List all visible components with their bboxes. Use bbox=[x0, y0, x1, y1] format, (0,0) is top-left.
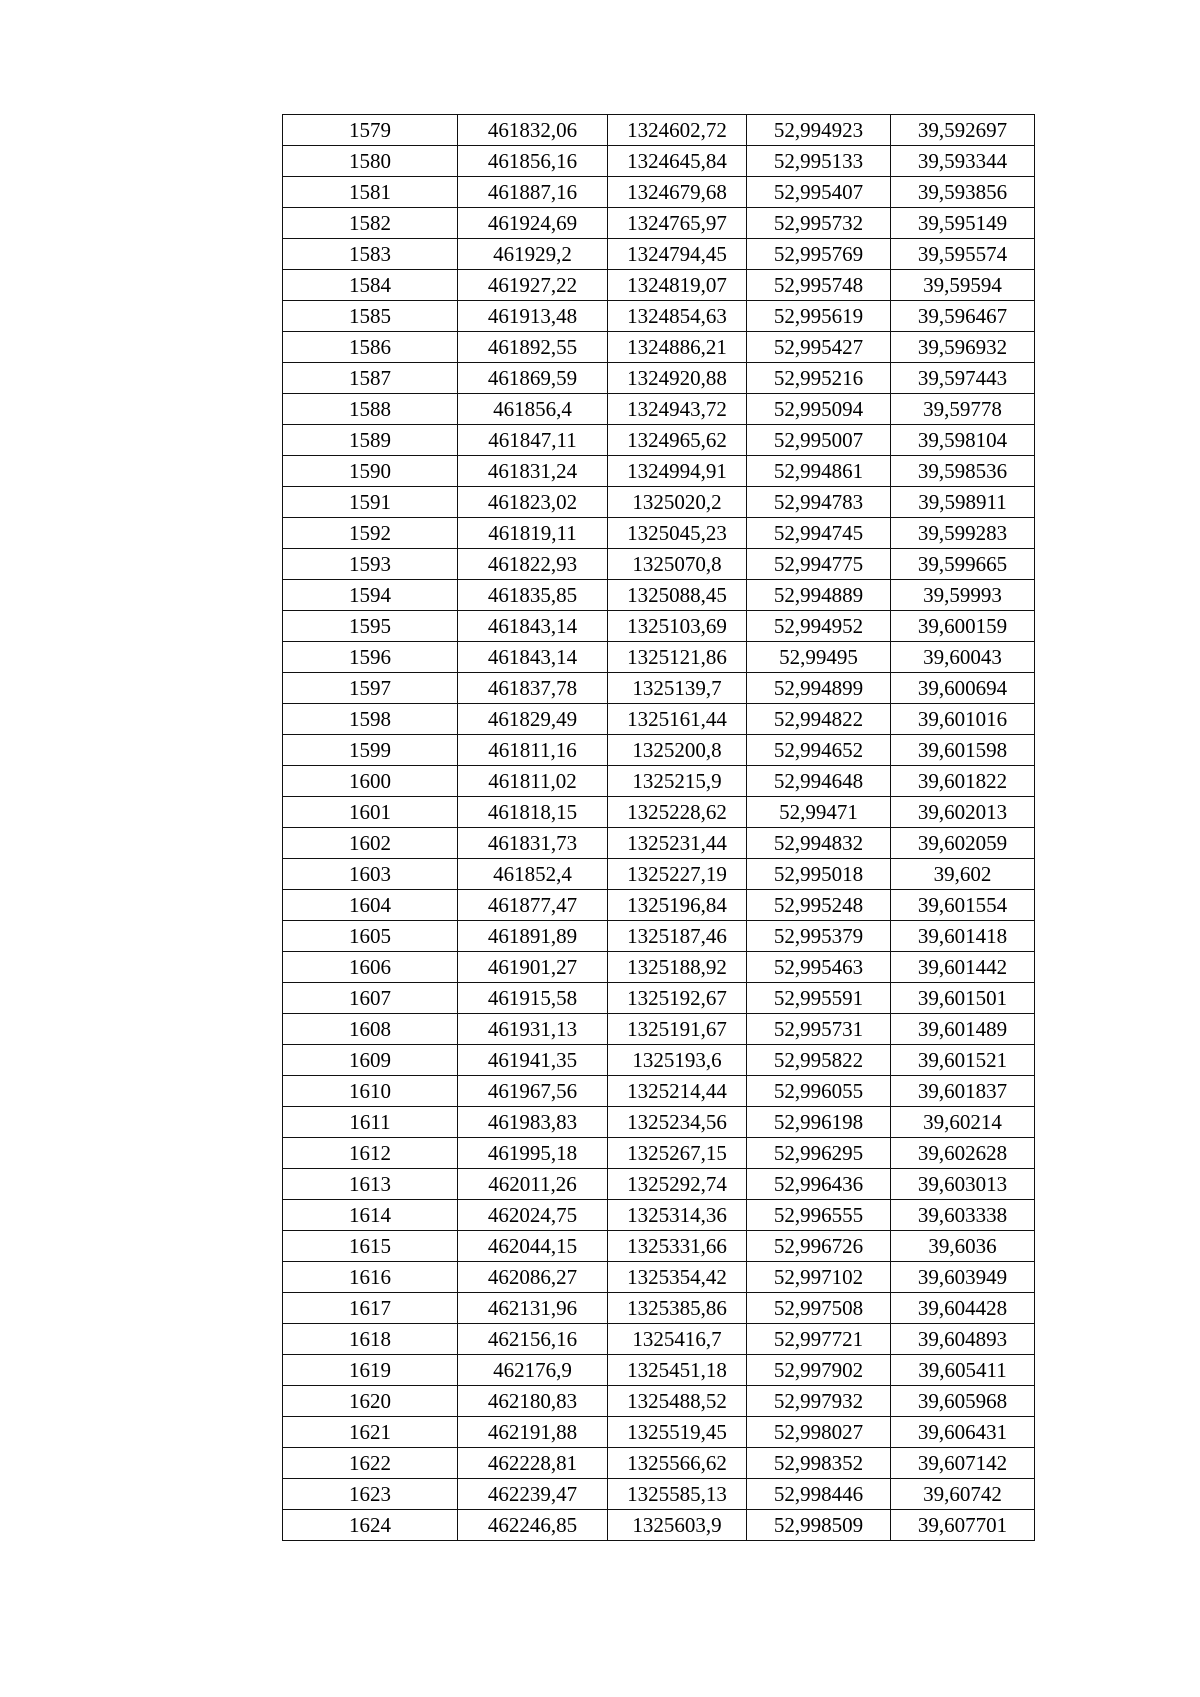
latitude-cell: 52,995133 bbox=[747, 146, 891, 177]
y-coordinate-cell: 1325603,9 bbox=[608, 1510, 747, 1541]
longitude-cell: 39,598911 bbox=[891, 487, 1035, 518]
y-coordinate-cell: 1325088,45 bbox=[608, 580, 747, 611]
y-coordinate-cell: 1324819,07 bbox=[608, 270, 747, 301]
longitude-cell: 39,6036 bbox=[891, 1231, 1035, 1262]
point-number-cell: 1588 bbox=[283, 394, 458, 425]
table-row bbox=[283, 735, 1035, 766]
y-coordinate-cell: 1324765,97 bbox=[608, 208, 747, 239]
latitude-cell: 52,997102 bbox=[747, 1262, 891, 1293]
point-number-cell: 1597 bbox=[283, 673, 458, 704]
longitude-cell: 39,595149 bbox=[891, 208, 1035, 239]
latitude-cell: 52,996198 bbox=[747, 1107, 891, 1138]
y-coordinate-cell: 1325227,19 bbox=[608, 859, 747, 890]
latitude-cell: 52,994775 bbox=[747, 549, 891, 580]
point-number-cell: 1612 bbox=[283, 1138, 458, 1169]
x-coordinate-cell: 461941,35 bbox=[458, 1045, 608, 1076]
x-coordinate-cell: 461924,69 bbox=[458, 208, 608, 239]
y-coordinate-cell: 1325354,42 bbox=[608, 1262, 747, 1293]
table-row bbox=[283, 1293, 1035, 1324]
y-coordinate-cell: 1325139,7 bbox=[608, 673, 747, 704]
y-coordinate-cell: 1325234,56 bbox=[608, 1107, 747, 1138]
point-number-cell: 1583 bbox=[283, 239, 458, 270]
y-coordinate-cell: 1325314,36 bbox=[608, 1200, 747, 1231]
latitude-cell: 52,995248 bbox=[747, 890, 891, 921]
point-number-cell: 1606 bbox=[283, 952, 458, 983]
point-number-cell: 1584 bbox=[283, 270, 458, 301]
longitude-cell: 39,607701 bbox=[891, 1510, 1035, 1541]
y-coordinate-cell: 1324943,72 bbox=[608, 394, 747, 425]
longitude-cell: 39,593856 bbox=[891, 177, 1035, 208]
table-row bbox=[283, 1107, 1035, 1138]
latitude-cell: 52,995407 bbox=[747, 177, 891, 208]
x-coordinate-cell: 461852,4 bbox=[458, 859, 608, 890]
table-row bbox=[283, 394, 1035, 425]
point-number-cell: 1593 bbox=[283, 549, 458, 580]
y-coordinate-cell: 1325566,62 bbox=[608, 1448, 747, 1479]
latitude-cell: 52,994923 bbox=[747, 115, 891, 146]
x-coordinate-cell: 461929,2 bbox=[458, 239, 608, 270]
latitude-cell: 52,994783 bbox=[747, 487, 891, 518]
latitude-cell: 52,995216 bbox=[747, 363, 891, 394]
latitude-cell: 52,994822 bbox=[747, 704, 891, 735]
table-row bbox=[283, 828, 1035, 859]
latitude-cell: 52,998446 bbox=[747, 1479, 891, 1510]
x-coordinate-cell: 461887,16 bbox=[458, 177, 608, 208]
latitude-cell: 52,994832 bbox=[747, 828, 891, 859]
longitude-cell: 39,597443 bbox=[891, 363, 1035, 394]
x-coordinate-cell: 462176,9 bbox=[458, 1355, 608, 1386]
latitude-cell: 52,994652 bbox=[747, 735, 891, 766]
x-coordinate-cell: 461901,27 bbox=[458, 952, 608, 983]
x-coordinate-cell: 462180,83 bbox=[458, 1386, 608, 1417]
latitude-cell: 52,996436 bbox=[747, 1169, 891, 1200]
x-coordinate-cell: 462011,26 bbox=[458, 1169, 608, 1200]
y-coordinate-cell: 1324679,68 bbox=[608, 177, 747, 208]
longitude-cell: 39,602 bbox=[891, 859, 1035, 890]
longitude-cell: 39,600694 bbox=[891, 673, 1035, 704]
latitude-cell: 52,994889 bbox=[747, 580, 891, 611]
point-number-cell: 1621 bbox=[283, 1417, 458, 1448]
y-coordinate-cell: 1324965,62 bbox=[608, 425, 747, 456]
x-coordinate-cell: 461891,89 bbox=[458, 921, 608, 952]
x-coordinate-cell: 461927,22 bbox=[458, 270, 608, 301]
longitude-cell: 39,603949 bbox=[891, 1262, 1035, 1293]
latitude-cell: 52,995822 bbox=[747, 1045, 891, 1076]
table-row bbox=[283, 766, 1035, 797]
table-row bbox=[283, 1045, 1035, 1076]
y-coordinate-cell: 1325045,23 bbox=[608, 518, 747, 549]
table-row bbox=[283, 952, 1035, 983]
x-coordinate-cell: 461811,02 bbox=[458, 766, 608, 797]
longitude-cell: 39,601837 bbox=[891, 1076, 1035, 1107]
y-coordinate-cell: 1325020,2 bbox=[608, 487, 747, 518]
point-number-cell: 1616 bbox=[283, 1262, 458, 1293]
table-row bbox=[283, 270, 1035, 301]
point-number-cell: 1609 bbox=[283, 1045, 458, 1076]
x-coordinate-cell: 461829,49 bbox=[458, 704, 608, 735]
longitude-cell: 39,601521 bbox=[891, 1045, 1035, 1076]
table-row bbox=[283, 115, 1035, 146]
y-coordinate-cell: 1325451,18 bbox=[608, 1355, 747, 1386]
longitude-cell: 39,602013 bbox=[891, 797, 1035, 828]
latitude-cell: 52,995732 bbox=[747, 208, 891, 239]
latitude-cell: 52,994899 bbox=[747, 673, 891, 704]
longitude-cell: 39,601418 bbox=[891, 921, 1035, 952]
point-number-cell: 1592 bbox=[283, 518, 458, 549]
latitude-cell: 52,997508 bbox=[747, 1293, 891, 1324]
latitude-cell: 52,995007 bbox=[747, 425, 891, 456]
point-number-cell: 1594 bbox=[283, 580, 458, 611]
x-coordinate-cell: 462191,88 bbox=[458, 1417, 608, 1448]
x-coordinate-cell: 462156,16 bbox=[458, 1324, 608, 1355]
latitude-cell: 52,996055 bbox=[747, 1076, 891, 1107]
latitude-cell: 52,997932 bbox=[747, 1386, 891, 1417]
point-number-cell: 1580 bbox=[283, 146, 458, 177]
point-number-cell: 1623 bbox=[283, 1479, 458, 1510]
y-coordinate-cell: 1325228,62 bbox=[608, 797, 747, 828]
point-number-cell: 1599 bbox=[283, 735, 458, 766]
latitude-cell: 52,995769 bbox=[747, 239, 891, 270]
point-number-cell: 1586 bbox=[283, 332, 458, 363]
point-number-cell: 1598 bbox=[283, 704, 458, 735]
longitude-cell: 39,601554 bbox=[891, 890, 1035, 921]
x-coordinate-cell: 461892,55 bbox=[458, 332, 608, 363]
longitude-cell: 39,599283 bbox=[891, 518, 1035, 549]
longitude-cell: 39,596932 bbox=[891, 332, 1035, 363]
latitude-cell: 52,995731 bbox=[747, 1014, 891, 1045]
x-coordinate-cell: 461822,93 bbox=[458, 549, 608, 580]
y-coordinate-cell: 1325215,9 bbox=[608, 766, 747, 797]
table-row bbox=[283, 177, 1035, 208]
table-row bbox=[283, 983, 1035, 1014]
x-coordinate-cell: 461811,16 bbox=[458, 735, 608, 766]
latitude-cell: 52,995591 bbox=[747, 983, 891, 1014]
latitude-cell: 52,995748 bbox=[747, 270, 891, 301]
y-coordinate-cell: 1325070,8 bbox=[608, 549, 747, 580]
table-row bbox=[283, 580, 1035, 611]
x-coordinate-cell: 462044,15 bbox=[458, 1231, 608, 1262]
point-number-cell: 1581 bbox=[283, 177, 458, 208]
point-number-cell: 1610 bbox=[283, 1076, 458, 1107]
y-coordinate-cell: 1324886,21 bbox=[608, 332, 747, 363]
longitude-cell: 39,602628 bbox=[891, 1138, 1035, 1169]
y-coordinate-cell: 1325416,7 bbox=[608, 1324, 747, 1355]
latitude-cell: 52,995379 bbox=[747, 921, 891, 952]
y-coordinate-cell: 1325103,69 bbox=[608, 611, 747, 642]
longitude-cell: 39,606431 bbox=[891, 1417, 1035, 1448]
point-number-cell: 1601 bbox=[283, 797, 458, 828]
latitude-cell: 52,998352 bbox=[747, 1448, 891, 1479]
table-row bbox=[283, 146, 1035, 177]
longitude-cell: 39,601822 bbox=[891, 766, 1035, 797]
longitude-cell: 39,60742 bbox=[891, 1479, 1035, 1510]
y-coordinate-cell: 1325488,52 bbox=[608, 1386, 747, 1417]
x-coordinate-cell: 461835,85 bbox=[458, 580, 608, 611]
x-coordinate-cell: 461967,56 bbox=[458, 1076, 608, 1107]
y-coordinate-cell: 1325187,46 bbox=[608, 921, 747, 952]
latitude-cell: 52,995018 bbox=[747, 859, 891, 890]
point-number-cell: 1582 bbox=[283, 208, 458, 239]
point-number-cell: 1622 bbox=[283, 1448, 458, 1479]
y-coordinate-cell: 1325385,86 bbox=[608, 1293, 747, 1324]
point-number-cell: 1596 bbox=[283, 642, 458, 673]
longitude-cell: 39,601501 bbox=[891, 983, 1035, 1014]
x-coordinate-cell: 461913,48 bbox=[458, 301, 608, 332]
table-row bbox=[283, 704, 1035, 735]
longitude-cell: 39,602059 bbox=[891, 828, 1035, 859]
x-coordinate-cell: 462246,85 bbox=[458, 1510, 608, 1541]
y-coordinate-cell: 1325267,15 bbox=[608, 1138, 747, 1169]
x-coordinate-cell: 461856,16 bbox=[458, 146, 608, 177]
longitude-cell: 39,598104 bbox=[891, 425, 1035, 456]
point-number-cell: 1590 bbox=[283, 456, 458, 487]
x-coordinate-cell: 461995,18 bbox=[458, 1138, 608, 1169]
longitude-cell: 39,592697 bbox=[891, 115, 1035, 146]
x-coordinate-cell: 461837,78 bbox=[458, 673, 608, 704]
x-coordinate-cell: 461843,14 bbox=[458, 642, 608, 673]
point-number-cell: 1602 bbox=[283, 828, 458, 859]
longitude-cell: 39,600159 bbox=[891, 611, 1035, 642]
table-row bbox=[283, 363, 1035, 394]
x-coordinate-cell: 461869,59 bbox=[458, 363, 608, 394]
latitude-cell: 52,99471 bbox=[747, 797, 891, 828]
table-row bbox=[283, 1417, 1035, 1448]
y-coordinate-cell: 1325196,84 bbox=[608, 890, 747, 921]
latitude-cell: 52,996555 bbox=[747, 1200, 891, 1231]
latitude-cell: 52,998027 bbox=[747, 1417, 891, 1448]
longitude-cell: 39,601598 bbox=[891, 735, 1035, 766]
point-number-cell: 1607 bbox=[283, 983, 458, 1014]
x-coordinate-cell: 461877,47 bbox=[458, 890, 608, 921]
point-number-cell: 1587 bbox=[283, 363, 458, 394]
point-number-cell: 1618 bbox=[283, 1324, 458, 1355]
table-row bbox=[283, 456, 1035, 487]
y-coordinate-cell: 1325192,67 bbox=[608, 983, 747, 1014]
longitude-cell: 39,593344 bbox=[891, 146, 1035, 177]
point-number-cell: 1605 bbox=[283, 921, 458, 952]
longitude-cell: 39,60043 bbox=[891, 642, 1035, 673]
table-row bbox=[283, 611, 1035, 642]
table-row bbox=[283, 208, 1035, 239]
y-coordinate-cell: 1324794,45 bbox=[608, 239, 747, 270]
longitude-cell: 39,59594 bbox=[891, 270, 1035, 301]
point-number-cell: 1613 bbox=[283, 1169, 458, 1200]
x-coordinate-cell: 462239,47 bbox=[458, 1479, 608, 1510]
x-coordinate-cell: 461915,58 bbox=[458, 983, 608, 1014]
table-row bbox=[283, 487, 1035, 518]
longitude-cell: 39,605411 bbox=[891, 1355, 1035, 1386]
y-coordinate-cell: 1324602,72 bbox=[608, 115, 747, 146]
latitude-cell: 52,994745 bbox=[747, 518, 891, 549]
y-coordinate-cell: 1325121,86 bbox=[608, 642, 747, 673]
y-coordinate-cell: 1325193,6 bbox=[608, 1045, 747, 1076]
point-number-cell: 1617 bbox=[283, 1293, 458, 1324]
longitude-cell: 39,59778 bbox=[891, 394, 1035, 425]
table-row bbox=[283, 1076, 1035, 1107]
point-number-cell: 1615 bbox=[283, 1231, 458, 1262]
x-coordinate-cell: 462024,75 bbox=[458, 1200, 608, 1231]
y-coordinate-cell: 1325585,13 bbox=[608, 1479, 747, 1510]
point-number-cell: 1620 bbox=[283, 1386, 458, 1417]
point-number-cell: 1619 bbox=[283, 1355, 458, 1386]
longitude-cell: 39,595574 bbox=[891, 239, 1035, 270]
point-number-cell: 1608 bbox=[283, 1014, 458, 1045]
x-coordinate-cell: 461847,11 bbox=[458, 425, 608, 456]
table-row bbox=[283, 1138, 1035, 1169]
latitude-cell: 52,99495 bbox=[747, 642, 891, 673]
table-row bbox=[283, 1479, 1035, 1510]
latitude-cell: 52,995427 bbox=[747, 332, 891, 363]
longitude-cell: 39,598536 bbox=[891, 456, 1035, 487]
x-coordinate-cell: 461843,14 bbox=[458, 611, 608, 642]
y-coordinate-cell: 1325214,44 bbox=[608, 1076, 747, 1107]
x-coordinate-cell: 462228,81 bbox=[458, 1448, 608, 1479]
latitude-cell: 52,995094 bbox=[747, 394, 891, 425]
latitude-cell: 52,996726 bbox=[747, 1231, 891, 1262]
x-coordinate-cell: 462086,27 bbox=[458, 1262, 608, 1293]
y-coordinate-cell: 1324920,88 bbox=[608, 363, 747, 394]
coordinates-table bbox=[282, 114, 1035, 1541]
x-coordinate-cell: 461832,06 bbox=[458, 115, 608, 146]
y-coordinate-cell: 1325231,44 bbox=[608, 828, 747, 859]
point-number-cell: 1589 bbox=[283, 425, 458, 456]
table-row bbox=[283, 673, 1035, 704]
latitude-cell: 52,994952 bbox=[747, 611, 891, 642]
table-row bbox=[283, 1169, 1035, 1200]
latitude-cell: 52,994648 bbox=[747, 766, 891, 797]
table-row bbox=[283, 1262, 1035, 1293]
table-row bbox=[283, 859, 1035, 890]
y-coordinate-cell: 1324854,63 bbox=[608, 301, 747, 332]
table-row bbox=[283, 549, 1035, 580]
table-row bbox=[283, 518, 1035, 549]
point-number-cell: 1600 bbox=[283, 766, 458, 797]
table-row bbox=[283, 239, 1035, 270]
x-coordinate-cell: 461931,13 bbox=[458, 1014, 608, 1045]
x-coordinate-cell: 461819,11 bbox=[458, 518, 608, 549]
point-number-cell: 1585 bbox=[283, 301, 458, 332]
table-row bbox=[283, 1386, 1035, 1417]
point-number-cell: 1591 bbox=[283, 487, 458, 518]
latitude-cell: 52,995463 bbox=[747, 952, 891, 983]
longitude-cell: 39,60214 bbox=[891, 1107, 1035, 1138]
y-coordinate-cell: 1325200,8 bbox=[608, 735, 747, 766]
coordinates-table-body bbox=[283, 115, 1035, 1541]
table-row bbox=[283, 797, 1035, 828]
table-row bbox=[283, 1324, 1035, 1355]
y-coordinate-cell: 1325331,66 bbox=[608, 1231, 747, 1262]
longitude-cell: 39,603338 bbox=[891, 1200, 1035, 1231]
x-coordinate-cell: 461823,02 bbox=[458, 487, 608, 518]
latitude-cell: 52,996295 bbox=[747, 1138, 891, 1169]
longitude-cell: 39,599665 bbox=[891, 549, 1035, 580]
y-coordinate-cell: 1324645,84 bbox=[608, 146, 747, 177]
table-row bbox=[283, 642, 1035, 673]
table-row bbox=[283, 921, 1035, 952]
x-coordinate-cell: 461818,15 bbox=[458, 797, 608, 828]
y-coordinate-cell: 1325519,45 bbox=[608, 1417, 747, 1448]
table-row bbox=[283, 425, 1035, 456]
x-coordinate-cell: 461983,83 bbox=[458, 1107, 608, 1138]
x-coordinate-cell: 461856,4 bbox=[458, 394, 608, 425]
longitude-cell: 39,59993 bbox=[891, 580, 1035, 611]
longitude-cell: 39,596467 bbox=[891, 301, 1035, 332]
table-row bbox=[283, 1014, 1035, 1045]
x-coordinate-cell: 461831,73 bbox=[458, 828, 608, 859]
point-number-cell: 1595 bbox=[283, 611, 458, 642]
longitude-cell: 39,601442 bbox=[891, 952, 1035, 983]
x-coordinate-cell: 461831,24 bbox=[458, 456, 608, 487]
point-number-cell: 1611 bbox=[283, 1107, 458, 1138]
point-number-cell: 1624 bbox=[283, 1510, 458, 1541]
table-row bbox=[283, 332, 1035, 363]
y-coordinate-cell: 1325292,74 bbox=[608, 1169, 747, 1200]
longitude-cell: 39,601016 bbox=[891, 704, 1035, 735]
latitude-cell: 52,994861 bbox=[747, 456, 891, 487]
longitude-cell: 39,607142 bbox=[891, 1448, 1035, 1479]
latitude-cell: 52,997902 bbox=[747, 1355, 891, 1386]
table-row bbox=[283, 1200, 1035, 1231]
longitude-cell: 39,604893 bbox=[891, 1324, 1035, 1355]
latitude-cell: 52,995619 bbox=[747, 301, 891, 332]
latitude-cell: 52,998509 bbox=[747, 1510, 891, 1541]
longitude-cell: 39,603013 bbox=[891, 1169, 1035, 1200]
y-coordinate-cell: 1325191,67 bbox=[608, 1014, 747, 1045]
point-number-cell: 1614 bbox=[283, 1200, 458, 1231]
table-row bbox=[283, 1355, 1035, 1386]
y-coordinate-cell: 1325161,44 bbox=[608, 704, 747, 735]
table-row bbox=[283, 1510, 1035, 1541]
y-coordinate-cell: 1325188,92 bbox=[608, 952, 747, 983]
point-number-cell: 1604 bbox=[283, 890, 458, 921]
table-row bbox=[283, 301, 1035, 332]
point-number-cell: 1603 bbox=[283, 859, 458, 890]
longitude-cell: 39,605968 bbox=[891, 1386, 1035, 1417]
table-row bbox=[283, 890, 1035, 921]
longitude-cell: 39,601489 bbox=[891, 1014, 1035, 1045]
longitude-cell: 39,604428 bbox=[891, 1293, 1035, 1324]
point-number-cell: 1579 bbox=[283, 115, 458, 146]
table-row bbox=[283, 1231, 1035, 1262]
table-row bbox=[283, 1448, 1035, 1479]
latitude-cell: 52,997721 bbox=[747, 1324, 891, 1355]
x-coordinate-cell: 462131,96 bbox=[458, 1293, 608, 1324]
y-coordinate-cell: 1324994,91 bbox=[608, 456, 747, 487]
